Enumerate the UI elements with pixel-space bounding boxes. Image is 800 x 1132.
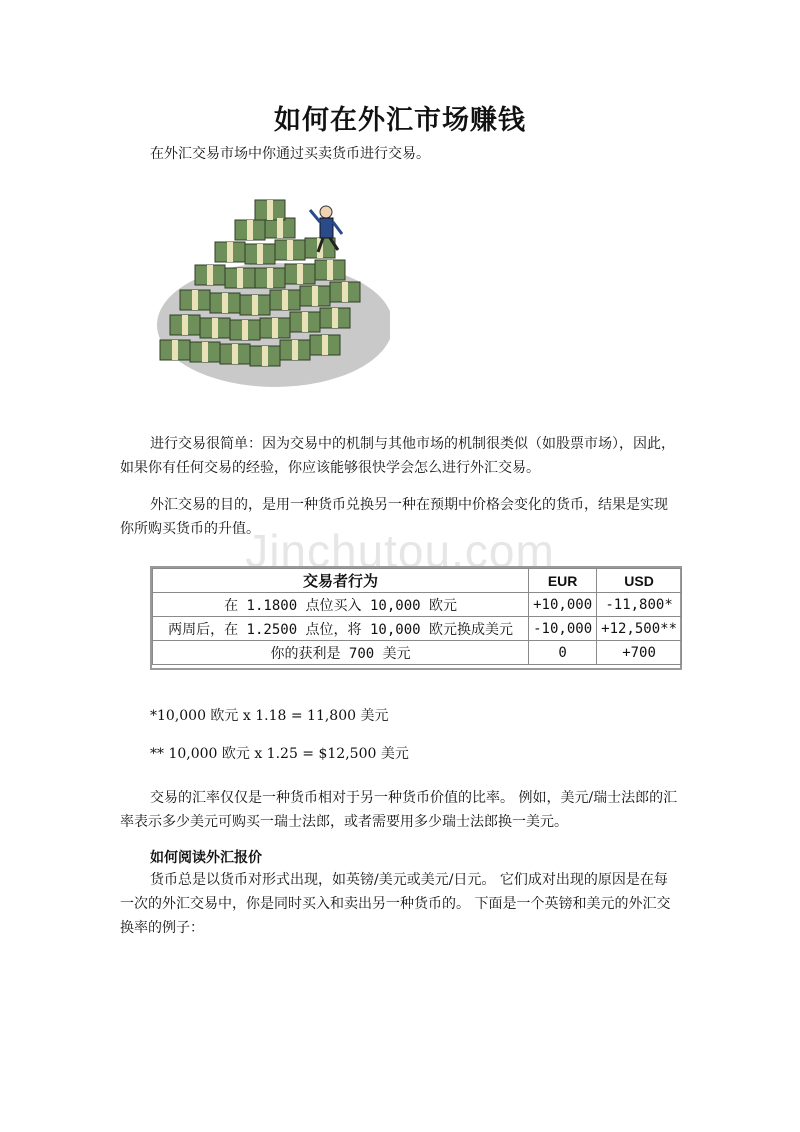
paragraph-1-text: 进行交易很简单：因为交易中的机制与其他市场的机制很类似（如股票市场），因此，如果你有任何交易的经验，你应该能够很快学会怎么进行外汇交易。 (120, 436, 675, 476)
paragraph-3-text: 交易的汇率仅仅是一种货币相对于另一种货币价值的比率。 例如，美元/瑞士法郎的汇率表示多少美元可购买一瑞士法郎，或者需要用多少瑞士法郎换一美元。 (120, 790, 678, 830)
section-heading (120, 846, 680, 870)
paragraph-2-text: 外汇交易的目的，是用一种货币兑换另一种在预期中价格会变化的货币，结果是实现你所购买货币的升值。 (120, 497, 668, 537)
paragraph-3 (120, 786, 680, 834)
table-row (153, 593, 682, 617)
watermark: Jinchutou.com (245, 525, 555, 577)
paragraph-4 (120, 868, 680, 940)
cell-usd: -11,800* (597, 593, 682, 617)
intro-text: 在外汇交易市场中你通过买卖货币进行交易。 (150, 146, 430, 162)
footnote-2-text: ** 10,000 欧元 x 1.25 = $12,500 美元 (150, 746, 409, 762)
table-row (153, 617, 682, 641)
header-action: 交易者行为 (153, 569, 529, 593)
intro-paragraph (120, 142, 680, 166)
paragraph-1 (120, 432, 680, 480)
cell-action: 两周后，在 1.2500 点位，将 10,000 欧元换成美元 (153, 617, 529, 641)
document-title: 如何在外汇市场赚钱 (274, 105, 526, 136)
cell-action: 你的获利是 700 美元 (153, 641, 529, 665)
table-row (153, 641, 682, 665)
table-header-row (153, 569, 682, 593)
section-heading-text: 如何阅读外汇报价 (150, 850, 262, 866)
cell-usd: +12,500** (597, 617, 682, 641)
footnote-1-text: *10,000 欧元 x 1.18 = 11,800 美元 (150, 708, 389, 724)
cell-eur: +10,000 (529, 593, 597, 617)
paragraph-4-text: 货币总是以货币对形式出现，如英镑/美元或美元/日元。 它们成对出现的原因是在每一次的外汇交易中，你是同时买入和卖出另一种货币的。 下面是一个英镑和美元的外汇交换率的例子： (120, 872, 671, 936)
cell-usd: +700 (597, 641, 682, 665)
cell-eur: -10,000 (529, 617, 597, 641)
cell-action: 在 1.1800 点位买入 10,000 欧元 (153, 593, 529, 617)
footnote-1 (120, 704, 680, 728)
header-eur: EUR (529, 569, 597, 593)
money-pile-illustration (150, 190, 390, 400)
cell-eur: 0 (529, 641, 597, 665)
footnote-2 (120, 742, 680, 766)
trade-table (152, 568, 682, 665)
header-usd: USD (597, 569, 682, 593)
